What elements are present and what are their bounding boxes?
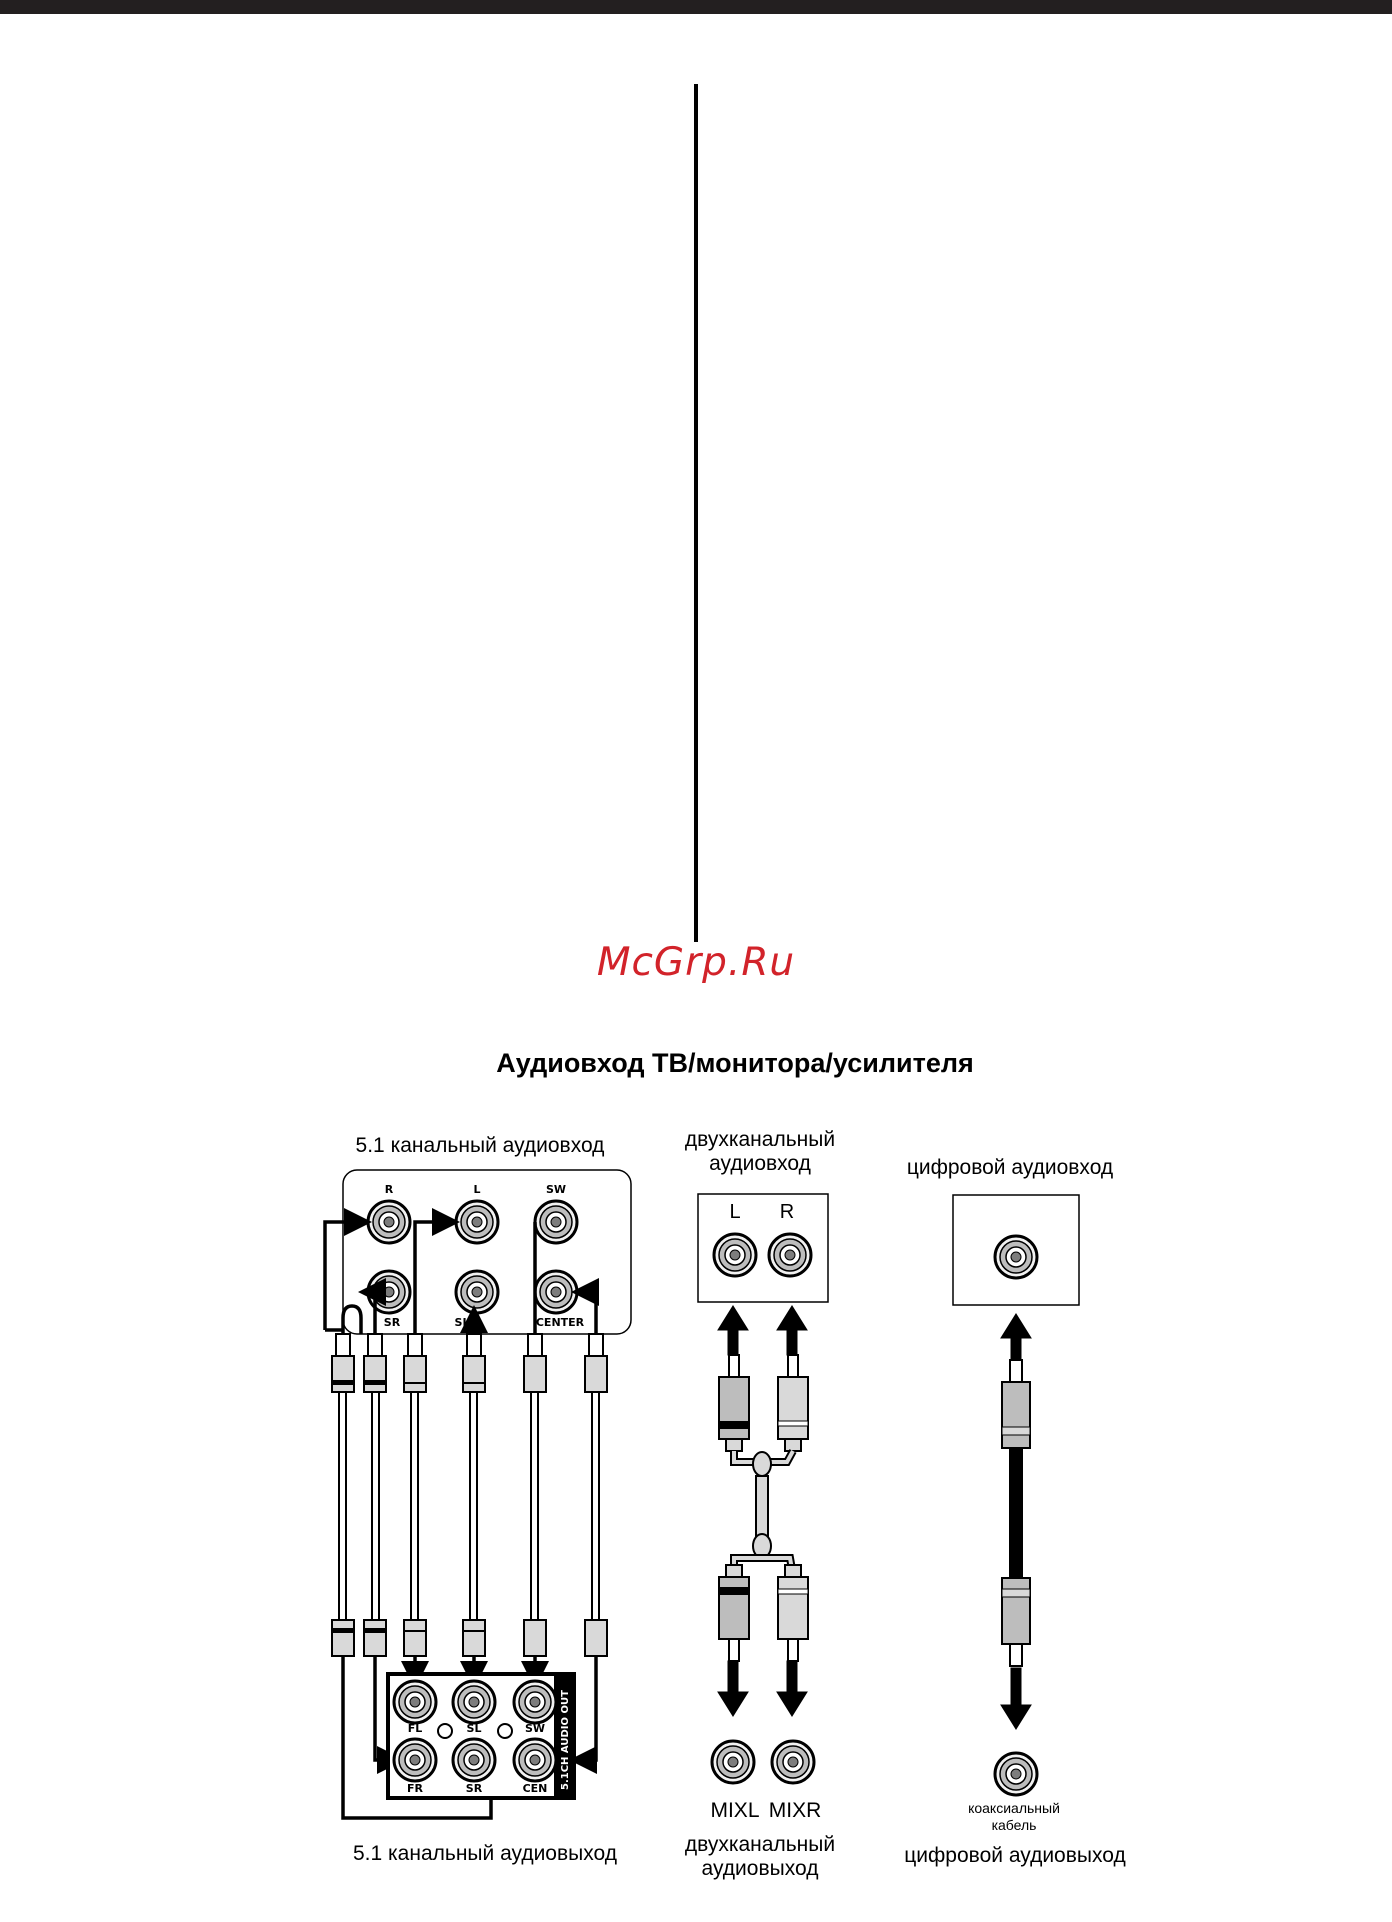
out-label-cen: CEN [522,1782,548,1795]
jack-fl-output-icon [394,1681,436,1723]
digital-output-label: цифровой аудиовыход [904,1844,1126,1867]
out-label-sw: SW [524,1722,546,1735]
coax-output-jack-icon [995,1753,1037,1795]
out-label-fr: FR [407,1782,423,1795]
jack-sl-output-icon [453,1681,495,1723]
five-one-output-panel [388,1674,574,1798]
two-channel-output-label-1: двухканальный [684,1833,836,1856]
jack-cen-output-icon [514,1739,556,1781]
jack-label-sr: SR [383,1316,401,1329]
two-channel-cable [718,1306,808,1716]
two-channel-output-jacks [710,1741,821,1822]
digital-input-panel [953,1195,1079,1305]
coax-cable-bottom-line1: коаксиальный [968,1800,1060,1816]
jack-label-sw: SW [545,1183,567,1196]
jack-label-r: R [384,1183,394,1196]
jack-sl-input-icon [456,1271,498,1313]
two-ch-label-r: R [779,1201,795,1223]
jack-fr-output-icon [394,1739,436,1781]
digital-input-label: цифровой аудиовход [906,1156,1114,1179]
section-heading: Аудиовход ТВ/монитора/усилителя [496,1048,974,1078]
five-one-input-panel [343,1170,631,1334]
five-one-output-label: 5.1 канальный аудиовыход [353,1842,617,1865]
mixr-label: MIXR [768,1799,822,1822]
mixl-label: MIXL [710,1799,760,1822]
five-one-input-label: 5.1 канальный аудиовход [355,1134,605,1157]
out-label-fl: FL [407,1722,423,1735]
panel-label: 5.1CH AUDIO OUT [560,1690,571,1790]
two-channel-input-label-1: двухканальный [684,1128,836,1151]
out-label-sr: SR [465,1782,483,1795]
coax-input-jack-icon [995,1236,1037,1278]
jack-r-input-icon [368,1201,410,1243]
digital-output-jack [995,1753,1037,1795]
two-channel-output-label-2: аудиовыход [701,1857,819,1880]
two-ch-jack-r-icon [769,1234,811,1276]
out-label-sl: SL [466,1722,482,1735]
two-ch-label-l: L [729,1201,741,1223]
jack-label-sl: SL [454,1316,470,1329]
jack-center-input-icon [535,1271,577,1313]
mixl-jack-icon [712,1741,754,1783]
jack-label-l: L [473,1183,481,1196]
jack-sr-output-icon [453,1739,495,1781]
jack-label-center: CENTER [535,1316,585,1329]
watermark: McGrp.Ru [596,940,796,985]
two-channel-input-label-2: аудиовход [709,1152,811,1175]
mixr-jack-icon [772,1741,814,1783]
coax-cable [1001,1314,1031,1729]
jack-sw-output-icon [514,1681,556,1723]
jack-l-input-icon [456,1201,498,1243]
jack-sw-input-icon [535,1201,577,1243]
coax-cable-bottom-line2: кабель [991,1817,1037,1833]
two-channel-input-panel [698,1194,828,1302]
two-ch-jack-l-icon [714,1234,756,1276]
